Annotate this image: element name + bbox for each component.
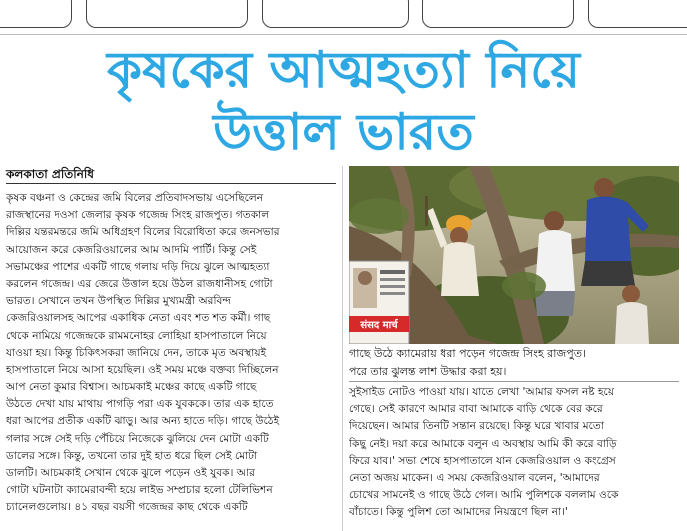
article-line: আপ নেতা কুমার বিশ্বাস। আচমকাই মঞ্চের কাছে একটি গাছে (6, 381, 257, 394)
photo-caption (349, 345, 679, 381)
top-divider (0, 34, 687, 35)
article-line: রাজস্থানের দওসা জেলার কৃষক গজেন্দ্র সিংহ রাজপুত। গতকাল (6, 209, 270, 222)
article-right-column (349, 384, 679, 522)
article-line: দিয়েছেন। আমার তিনটি সন্তান রয়েছে। কিন্তু ঘরে খাবার মতো (349, 420, 604, 433)
article-line: আয়োজন করে কেজরিওয়ালের আম আদমি পার্টি। কিন্তু সেই (6, 243, 257, 256)
article-line: ফিরে যাব।' সভা শেষে হাসপাতালে যান কেজরিওয়াল ও কংগ্রেস (349, 454, 616, 467)
news-photo (349, 166, 679, 344)
article-line: ভারত। সেখানে তখন উপস্থিত দিল্লির মুখ্যমন্ত্রী অরবিন্দ (6, 295, 231, 308)
top-frame-box (588, 0, 687, 28)
article-line: নেতা অজয় মাকেন। এ সময় কেজরিওয়াল বলেন, 'আমাদের (349, 471, 600, 484)
article-line: ডালের সঙ্গে। কিন্তু, তখনো তার দুই হাত ধরে ছিল সেই মোটা (6, 449, 258, 462)
article-line: সভামঞ্চের পাশের একটি গাছে গলায় দড়ি দিয়ে ঝুলে আত্মহত্যা (6, 260, 270, 273)
article-line: ধরা আপের প্রতীক একটি ঝাড়ু। আর অন্য হাতে দড়ি। গাছে উঠেই (6, 415, 280, 428)
headline-line-2: উত্তাল ভারত (213, 103, 474, 161)
top-frame-box (86, 0, 248, 28)
article-line: গেছে। সেই কারণে আমার বাবা আমাকে বাড়ি থেকে বের করে (349, 403, 603, 416)
article-line: কিছু নেই। দয়া করে আমাকে বলুন এ অবস্থায় আমি কী করে বাড়ি (349, 437, 617, 450)
caption-line: গাছে উঠে ক্যামেরায় ধরা পড়েন গজেন্দ্র সিংহ রাজপুত। (349, 347, 586, 360)
poster-banner-text: संसद मार्च (360, 320, 398, 331)
top-frame-box (262, 0, 409, 28)
top-page-strip (0, 0, 687, 40)
article-line: করলেন গজেন্দ্র। এর জেরে উত্তাল হয়ে উঠল রাজধানীসহ গোটা (6, 277, 273, 290)
article-line: থেকে নামিয়ে গজেন্দ্রকে রামমনোহর লোহিয়া হাসপাতালে নিয়ে (6, 329, 267, 342)
article-line: ডালটি। আচমকাই সেখান থেকে ঝুলে পড়েন ওই যুবক। আর (6, 467, 255, 479)
article-line: কৃষক বঞ্চনা ও কেন্দ্রের জমি বিলের প্রতিবাদসভায় এসেছিলেন (6, 192, 264, 204)
blue-shirt (585, 196, 631, 261)
article-line: উঠতে দেখা যায় মাথায় পাগড়ি পরা এক যুবককে। তার এক হাতে (6, 398, 274, 411)
headline-line-1: কৃষকের আত্মহত্যা নিয়ে (107, 41, 580, 99)
top-frame-box (0, 0, 72, 28)
column-divider (342, 166, 343, 531)
caption-rule (349, 381, 679, 382)
article-line: চোখের সামনেই ও গাছে উঠে গেল। আমি পুলিশকে বললাম ওকে (349, 489, 619, 502)
top-frame-box (422, 0, 574, 28)
article-line: যাওয়া হয়। কিন্তু চিকিৎসকরা জানিয়ে দেন, তাকে মৃত অবস্থায়ই (6, 346, 267, 359)
article-line: চ্যানেলগুলোয়। ৪১ বছর বয়সী গজেন্দ্রর কাছ থেকে একটি (6, 501, 248, 514)
article-line: গলার সঙ্গে সেই দড়ি পেঁচিয়ে নিজেকে ঝুলিয়ে দেন মোটা একটি (6, 432, 269, 445)
byline: কলকাতা প্রতিনিধি (6, 167, 95, 181)
article-line: কেজরিওয়ালসহ আপের একাধিক নেতা এবং শত শত কর্মী। গাছ (6, 312, 271, 325)
caption-line: পরে তার ঝুলন্ত লাশ উদ্ধার করা হয়। (349, 365, 507, 378)
byline-rule (6, 183, 336, 184)
article-line: হাসপাতালে নিয়ে আসা হয়েছিল। ওই সময় মঞ্চে বক্তব্য দিচ্ছিলেন (6, 363, 279, 376)
article-left-column (6, 190, 336, 517)
article-line: বাঁচাতে। কিন্তু পুলিশ তো আমাদের নিয়ন্ত্রণে ছিল না।' (349, 506, 568, 519)
article-line: সুইসাইড নোটও পাওয়া যায়। যাতে লেখা 'আমার ফসল নষ্ট হয়ে (349, 386, 615, 398)
photo-illustration (349, 166, 679, 344)
article-line: দিল্লির যন্তরমন্তরে জমি অধিগ্রহণ বিলের বিরোধিতা করে জনসভার (6, 226, 280, 239)
article-line: গোটা ঘটনাটা ক্যামেরাবন্দী হয়ে লাইভ সম্প্রচার হলো টেলিভিশন (6, 484, 273, 497)
